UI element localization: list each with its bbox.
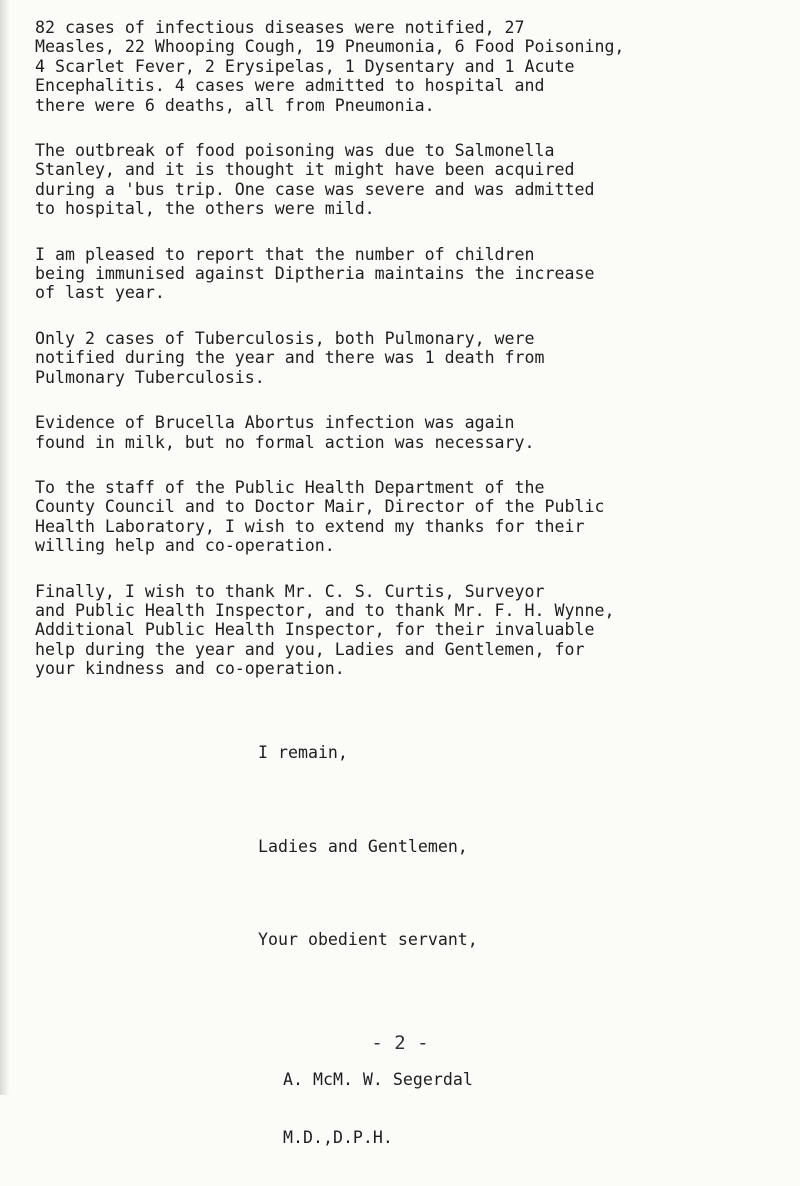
page-edge-shadow <box>0 0 10 1095</box>
paragraph-brucella: Evidence of Brucella Abortus infection was again found in milk, but no formal action was necessary. <box>35 413 535 452</box>
paragraph-infectious-diseases: 82 cases of infectious diseases were notified, 27 Measles, 22 Whooping Cough, 19 Pneumonia, 6 Food Poisoning, 4 Scarlet Fever, 2 Erysipelas, 1 Dysentary and 1 Acute Encephalitis. 4 cases were admitted to hospital and there were 6 deaths, all from Pneumonia. <box>35 18 625 115</box>
paragraph-thanks-staff: To the staff of the Public Health Department of the County Council and to Doctor Mair, Director of the Public Health Laboratory, I wish to extend my thanks for their willing help and co-operation. <box>35 477 605 556</box>
page-number: - 2 - <box>371 1032 429 1054</box>
document-page <box>35 18 785 1186</box>
closing-salutation: Ladies and Gentlemen, <box>258 836 468 856</box>
signature-name: A. McM. W. Segerdal <box>283 1069 473 1089</box>
closing-servant: Your obedient servant, <box>258 929 478 949</box>
signature-block <box>283 1031 785 1186</box>
closing-i-remain: I remain, <box>258 743 348 763</box>
closing-block <box>258 705 785 1023</box>
paragraph-immunisation: I am pleased to report that the number of children being immunised against Diptheria maintains the increase of last year. <box>35 244 595 303</box>
paragraph-thanks-inspectors: Finally, I wish to thank Mr. C. S. Curtis, Surveyor and Public Health Inspector, and to thank Mr. F. H. Wynne, Additional Public Health Inspector, for their invaluable help during the year and you, Ladies and Gentlemen, for your kindness and co-operation. <box>35 581 615 679</box>
signature-qualifications: M.D.,D.P.H. <box>283 1128 393 1148</box>
paragraph-food-poisoning: The outbreak of food poisoning was due to Salmonella Stanley, and it is thought it might have been acquired during a 'bus trip. One case was severe and was admitted to hospital, the others were mild. <box>35 141 595 219</box>
paragraph-tuberculosis: Only 2 cases of Tuberculosis, both Pulmonary, were notified during the year and there was 1 death from Pulmonary Tuberculosis. <box>35 328 545 387</box>
